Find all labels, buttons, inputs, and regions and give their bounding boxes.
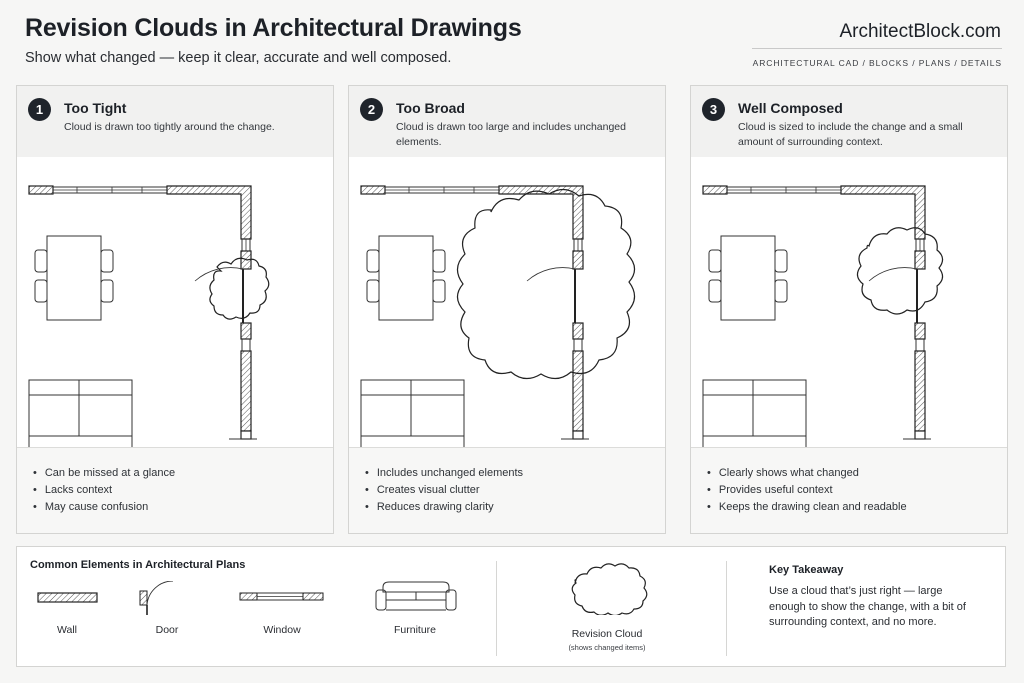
panel-bullets — [691, 447, 1007, 533]
bullet-item: • Lacks context — [33, 484, 333, 501]
floor-plan-drawing — [17, 157, 333, 447]
wall-icon — [37, 591, 99, 605]
divider — [496, 561, 497, 656]
element-label-furniture: Furniture — [393, 624, 436, 636]
page-title: Revision Clouds in Architectural Drawings — [25, 14, 522, 42]
panel-title: Well Composed — [738, 100, 843, 116]
panel-title: Too Broad — [396, 100, 465, 116]
panel-bullets — [349, 447, 665, 533]
bullet-item: • Creates visual clutter — [365, 484, 665, 501]
door-icon — [137, 581, 185, 617]
panel-title: Too Tight — [64, 100, 127, 116]
element-label-window: Window — [263, 624, 301, 636]
panel-header — [691, 86, 1007, 157]
legend-panel — [16, 546, 1006, 667]
key-takeaway-body: Use a cloud that’s just right — large enough to show the change, with a bit of surrounding context, and no more. — [769, 585, 966, 628]
window-icon — [239, 590, 325, 604]
step-badge: 1 — [28, 98, 51, 121]
breadcrumb[interactable]: ARCHITECTURAL CAD / BLOCKS / PLANS / DETAILS — [752, 58, 1002, 68]
panel-too-broad — [348, 85, 666, 534]
bullet-item: • Provides useful context — [707, 484, 1007, 501]
panel-header — [349, 86, 665, 157]
step-badge: 2 — [360, 98, 383, 121]
panel-well-composed — [690, 85, 1008, 534]
divider — [726, 561, 727, 656]
element-label-wall: Wall — [56, 624, 78, 636]
brand-link[interactable]: ArchitectBlock.com — [839, 21, 1001, 42]
panel-bullets — [17, 447, 333, 533]
panel-description: Cloud is drawn too tightly around the change. — [64, 121, 275, 133]
revision-cloud-label: Revision Cloud — [571, 628, 643, 640]
page-subtitle: Show what changed — keep it clear, accurate and well composed. — [25, 50, 452, 66]
brand-divider — [752, 48, 1002, 49]
furniture-icon — [375, 580, 459, 614]
bullet-item: • Reduces drawing clarity — [365, 501, 665, 518]
element-label-door: Door — [155, 624, 179, 636]
panel-description: Cloud is drawn too large and includes unchanged elements. — [396, 121, 626, 148]
floor-plan-drawing — [691, 157, 1007, 447]
bullet-item: • Keeps the drawing clean and readable — [707, 501, 1007, 518]
revision-cloud-icon — [563, 563, 653, 615]
panel-too-tight — [16, 85, 334, 534]
common-elements-title: Common Elements in Architectural Plans — [30, 559, 246, 571]
panel-description: Cloud is sized to include the change and a small amount of surrounding context. — [738, 121, 963, 148]
key-takeaway-title: Key Takeaway — [769, 564, 844, 576]
floor-plan-drawing — [349, 157, 665, 447]
bullet-item: • Clearly shows what changed — [707, 467, 1007, 484]
revision-cloud-broad — [457, 189, 634, 378]
bullet-item: • Includes unchanged elements — [365, 467, 665, 484]
revision-cloud-sublabel: (shows changed items) — [568, 643, 646, 652]
revision-cloud-tight — [210, 258, 269, 319]
panel-header — [17, 86, 333, 157]
step-badge: 3 — [702, 98, 725, 121]
bullet-item: • May cause confusion — [33, 501, 333, 518]
bullet-item: • Can be missed at a glance — [33, 467, 333, 484]
revision-cloud-well-composed — [857, 228, 942, 314]
